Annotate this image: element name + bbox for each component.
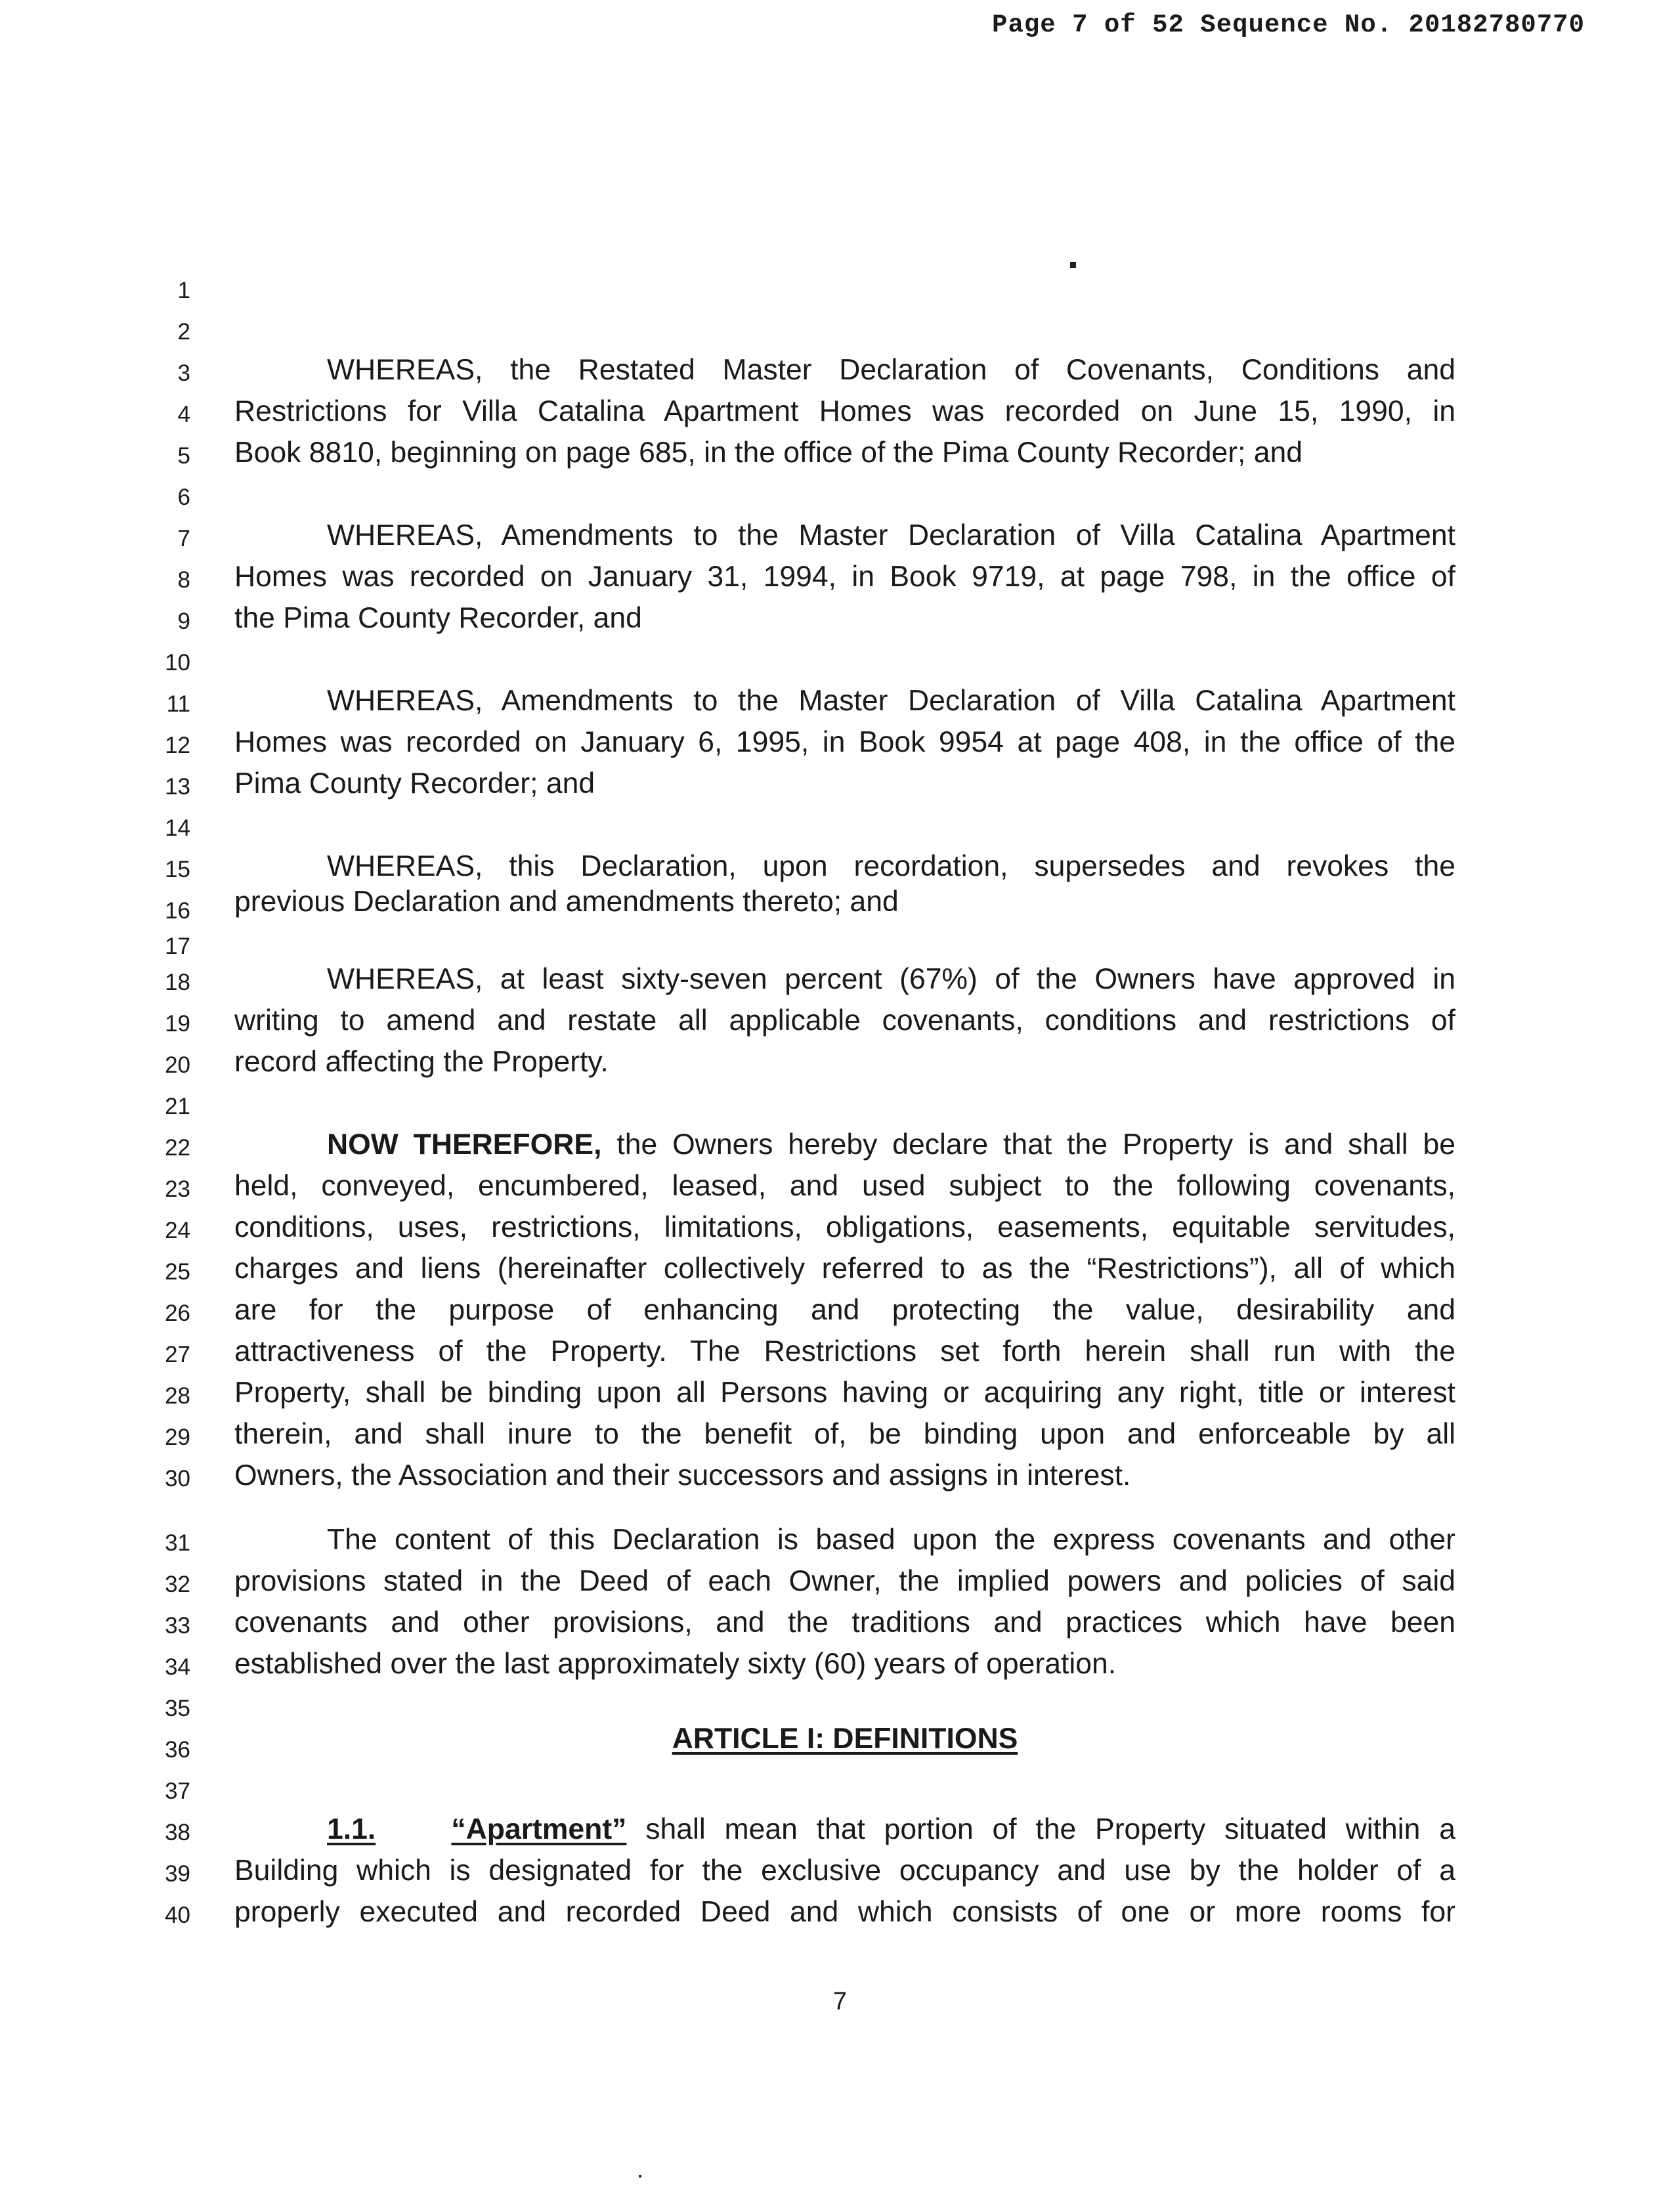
line-number: 29 (165, 1425, 190, 1450)
line-number: 4 (177, 402, 190, 427)
text-line: held, conveyed, encumbered, leased, and used subject to the following covenants, (234, 1170, 1455, 1202)
scan-speck (1070, 262, 1076, 268)
line-number: 22 (165, 1135, 190, 1161)
line-number: 32 (165, 1572, 190, 1597)
section-number: 1.1. (327, 1813, 376, 1845)
text-line: properly executed and recorded Deed and which consists of one or more rooms for (234, 1896, 1455, 1928)
line-number: 27 (165, 1342, 190, 1367)
text-line: attractiveness of the Property. The Restrictions set forth herein shall run with the (234, 1335, 1455, 1367)
line-number: 13 (165, 774, 190, 800)
text-line: WHEREAS, the Restated Master Declaration of Covenants, Conditions and (327, 354, 1455, 386)
text-line (327, 1130, 1455, 1160)
line-number: 5 (177, 443, 190, 469)
text-line: Property, shall be binding upon all Persons having or acquiring any right, title or interest (234, 1377, 1455, 1409)
line-number: 26 (165, 1300, 190, 1326)
line-number: 20 (165, 1052, 190, 1078)
line-number: 37 (165, 1778, 190, 1804)
line-number: 9 (177, 609, 190, 634)
text-line: established over the last approximately sixty (60) years of operation. (234, 1648, 1117, 1680)
line-number: 6 (177, 484, 190, 510)
text-line: Book 8810, beginning on page 685, in the office of the Pima County Recorder; and (234, 437, 1303, 469)
line-number: 7 (177, 526, 190, 551)
line-number: 15 (165, 857, 190, 882)
line-number: 36 (165, 1737, 190, 1763)
text-line: Restrictions for Villa Catalina Apartment Homes was recorded on June 15, 1990, in (234, 395, 1455, 427)
text-line: Homes was recorded on January 6, 1995, in Book 9954 at page 408, in the office of the (234, 726, 1455, 758)
line-number: 3 (177, 360, 190, 386)
line-number: 24 (165, 1218, 190, 1243)
line-number: 35 (165, 1696, 190, 1721)
line-number: 12 (165, 733, 190, 758)
line-number: 8 (177, 567, 190, 593)
text-line: covenants and other provisions, and the traditions and practices which have been (234, 1606, 1455, 1639)
line-number: 34 (165, 1654, 190, 1680)
line-number: 40 (165, 1902, 190, 1928)
line-number: 2 (177, 319, 190, 345)
line-number: 28 (165, 1383, 190, 1409)
line-number: 19 (165, 1011, 190, 1037)
line-number: 33 (165, 1613, 190, 1639)
line-number: 16 (165, 898, 190, 924)
text-line: WHEREAS, at least sixty-seven percent (67%) of the Owners have approved in (327, 963, 1455, 995)
article-heading-text: ARTICLE I: DEFINITIONS (672, 1723, 1018, 1755)
text-line: The content of this Declaration is based upon the express covenants and other (327, 1524, 1455, 1556)
line-number: 11 (166, 691, 190, 717)
line-number: 18 (165, 970, 190, 995)
line-number: 21 (165, 1094, 190, 1119)
text-line: therein, and shall inure to the benefit of, be binding upon and enforceable by all (234, 1418, 1455, 1450)
text-line: conditions, uses, restrictions, limitations, obligations, easements, equitable servitudes, (234, 1211, 1455, 1243)
text-span: shall mean that portion of the Property situated within a (645, 1813, 1455, 1845)
text-line: Pima County Recorder; and (234, 767, 595, 800)
line-number: 1 (177, 278, 190, 303)
text-span: the Owners hereby declare that the Property is and shall be (616, 1128, 1455, 1161)
text-line: WHEREAS, Amendments to the Master Declaration of Villa Catalina Apartment (327, 519, 1455, 551)
page-number: 7 (832, 1988, 848, 2015)
line-number: 23 (165, 1176, 190, 1202)
line-number: 39 (165, 1861, 190, 1887)
line-number: 31 (165, 1530, 190, 1556)
article-heading (648, 1725, 1042, 1754)
line-number: 10 (165, 650, 190, 676)
text-line: are for the purpose of enhancing and protecting the value, desirability and (234, 1294, 1455, 1326)
text-line (327, 1815, 1455, 1845)
text-line: Owners, the Association and their successors and assigns in interest. (234, 1459, 1131, 1491)
text-line: WHEREAS, Amendments to the Master Declaration of Villa Catalina Apartment (327, 685, 1455, 717)
text-line: writing to amend and restate all applicable covenants, conditions and restrictions of (234, 1004, 1455, 1037)
page-header: Page 7 of 52 Sequence No. 20182780770 (992, 11, 1585, 39)
text-line: charges and liens (hereinafter collectively referred to as the “Restrictions”), all of which (234, 1253, 1455, 1285)
text-line: record affecting the Property. (234, 1046, 609, 1078)
now-therefore-heading: NOW THEREFORE, (327, 1128, 602, 1161)
line-number: 25 (165, 1259, 190, 1285)
line-number: 38 (165, 1820, 190, 1845)
text-line: the Pima County Recorder, and (234, 602, 642, 634)
line-number: 30 (165, 1466, 190, 1491)
scan-speck (639, 2175, 641, 2177)
line-number: 17 (165, 933, 190, 959)
text-line: Building which is designated for the exclusive occupancy and use by the holder of a (234, 1855, 1455, 1887)
text-line: provisions stated in the Deed of each Owner, the implied powers and policies of said (234, 1565, 1455, 1597)
text-line: previous Declaration and amendments thereto; and (234, 886, 899, 918)
text-line: WHEREAS, this Declaration, upon recordation, supersedes and revokes the (327, 850, 1455, 882)
text-line: Homes was recorded on January 31, 1994, in Book 9719, at page 798, in the office of (234, 561, 1455, 593)
line-number: 14 (165, 815, 190, 841)
defined-term: “Apartment” (451, 1813, 627, 1845)
